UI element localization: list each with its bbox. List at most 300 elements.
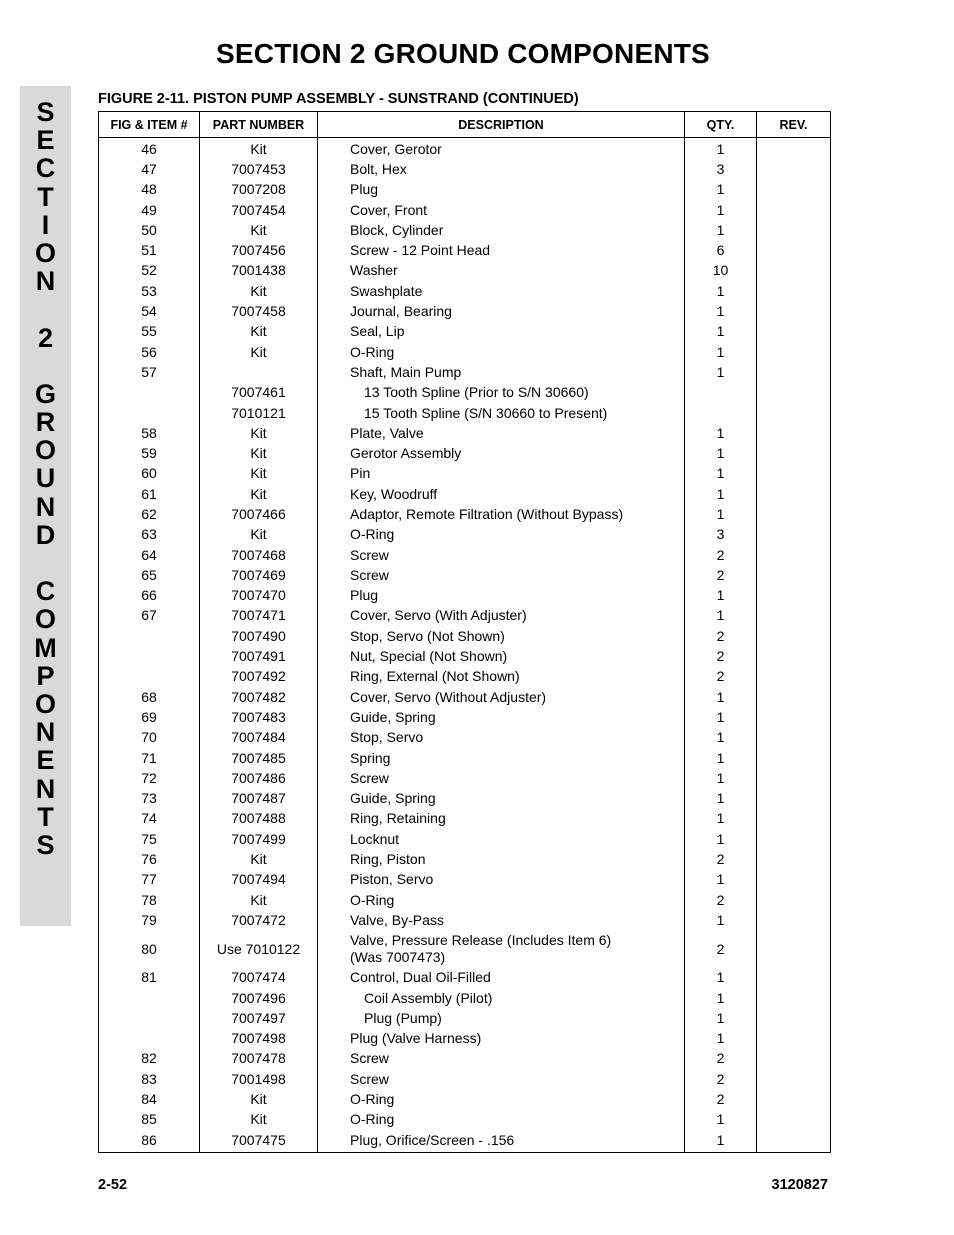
- cell-description: Plate, Valve: [318, 423, 685, 443]
- cell-fig-item: 65: [99, 565, 200, 585]
- section-side-tab: [20, 86, 71, 926]
- cell-part-number: Kit: [200, 890, 318, 910]
- cell-fig-item: 47: [99, 159, 200, 179]
- cell-qty: 1: [685, 829, 757, 849]
- cell-part-number: Kit: [200, 1110, 318, 1130]
- table-row: [99, 1130, 831, 1153]
- cell-part-number: 7007471: [200, 606, 318, 626]
- cell-fig-item: 75: [99, 829, 200, 849]
- cell-qty: 2: [685, 849, 757, 869]
- cell-description: O-Ring: [318, 342, 685, 362]
- table-row: [99, 138, 831, 160]
- cell-rev: [757, 910, 831, 930]
- cell-fig-item: 63: [99, 525, 200, 545]
- side-tab-letters: [20, 98, 71, 859]
- cell-part-number: Use 7010122: [200, 931, 318, 968]
- table-row: [99, 464, 831, 484]
- cell-rev: [757, 504, 831, 524]
- cell-part-number: 7007456: [200, 240, 318, 260]
- side-tab-letter: D: [35, 519, 56, 550]
- cell-rev: [757, 849, 831, 869]
- cell-part-number: 7007483: [200, 707, 318, 727]
- cell-qty: 1: [685, 789, 757, 809]
- cell-qty: [685, 383, 757, 403]
- table-row: [99, 667, 831, 687]
- cell-fig-item: 60: [99, 464, 200, 484]
- parts-table: [98, 111, 831, 1153]
- cell-description: Plug (Pump): [318, 1008, 685, 1028]
- table-row: [99, 968, 831, 988]
- side-tab-letter: 2: [37, 322, 54, 353]
- side-tab-letter: T: [37, 801, 54, 832]
- cell-fig-item: 67: [99, 606, 200, 626]
- side-tab-letter: S: [36, 97, 55, 127]
- cell-qty: 2: [685, 890, 757, 910]
- cell-part-number: 7007454: [200, 200, 318, 220]
- section-title: SECTION 2 GROUND COMPONENTS: [216, 38, 710, 69]
- cell-part-number: Kit: [200, 525, 318, 545]
- cell-description: O-Ring: [318, 525, 685, 545]
- cell-fig-item: [99, 1008, 200, 1028]
- cell-qty: 1: [685, 707, 757, 727]
- table-row: [99, 768, 831, 788]
- header-part-number: PART NUMBER: [200, 112, 318, 138]
- cell-description: 13 Tooth Spline (Prior to S/N 30660): [318, 383, 685, 403]
- cell-rev: [757, 1069, 831, 1089]
- cell-part-number: 7001438: [200, 261, 318, 281]
- cell-rev: [757, 988, 831, 1008]
- cell-qty: 2: [685, 931, 757, 968]
- cell-part-number: Kit: [200, 281, 318, 301]
- table-row: [99, 707, 831, 727]
- cell-fig-item: [99, 667, 200, 687]
- cell-qty: 2: [685, 1089, 757, 1109]
- table-row: [99, 159, 831, 179]
- side-tab-letter: U: [35, 463, 56, 494]
- table-row: [99, 322, 831, 342]
- cell-qty: 1: [685, 728, 757, 748]
- table-row: [99, 931, 831, 968]
- cell-qty: 1: [685, 180, 757, 200]
- cell-fig-item: 49: [99, 200, 200, 220]
- side-tab-letter: C: [35, 153, 56, 184]
- cell-description: Screw - 12 Point Head: [318, 240, 685, 260]
- table-row: [99, 870, 831, 890]
- cell-rev: [757, 728, 831, 748]
- cell-description: Valve, By-Pass: [318, 910, 685, 930]
- cell-part-number: 7007484: [200, 728, 318, 748]
- table-row: [99, 626, 831, 646]
- cell-rev: [757, 586, 831, 606]
- cell-qty: 1: [685, 687, 757, 707]
- cell-part-number: 7007492: [200, 667, 318, 687]
- cell-fig-item: 57: [99, 362, 200, 382]
- side-tab-letter: O: [34, 435, 56, 466]
- side-tab-letter: S: [36, 829, 55, 860]
- cell-qty: 1: [685, 464, 757, 484]
- cell-part-number: 7010121: [200, 403, 318, 423]
- table-row: [99, 646, 831, 666]
- cell-qty: 1: [685, 504, 757, 524]
- cell-description: Valve, Pressure Release (Includes Item 6) (Was 7007473): [318, 931, 685, 968]
- table-row: [99, 443, 831, 463]
- cell-description: Seal, Lip: [318, 322, 685, 342]
- document-number: 3120827: [771, 1177, 828, 1193]
- table-row: [99, 988, 831, 1008]
- cell-part-number: 7007488: [200, 809, 318, 829]
- cell-qty: 1: [685, 138, 757, 160]
- cell-fig-item: 46: [99, 138, 200, 160]
- side-tab-letter: N: [35, 717, 56, 748]
- cell-part-number: Kit: [200, 322, 318, 342]
- cell-part-number: 7007472: [200, 910, 318, 930]
- cell-fig-item: 51: [99, 240, 200, 260]
- cell-part-number: 7007466: [200, 504, 318, 524]
- cell-description: Pin: [318, 464, 685, 484]
- cell-description: Swashplate: [318, 281, 685, 301]
- table-row: [99, 1089, 831, 1109]
- table-row: [99, 180, 831, 200]
- table-row: [99, 484, 831, 504]
- cell-description: Screw: [318, 565, 685, 585]
- cell-part-number: Kit: [200, 849, 318, 869]
- cell-qty: 3: [685, 525, 757, 545]
- side-tab-letter: M: [34, 632, 57, 663]
- cell-qty: 1: [685, 809, 757, 829]
- cell-rev: [757, 687, 831, 707]
- table-row: [99, 504, 831, 524]
- table-row: [99, 748, 831, 768]
- cell-description: Guide, Spring: [318, 789, 685, 809]
- cell-fig-item: 54: [99, 301, 200, 321]
- cell-description: Coil Assembly (Pilot): [318, 988, 685, 1008]
- cell-qty: [685, 403, 757, 423]
- cell-rev: [757, 403, 831, 423]
- cell-fig-item: 71: [99, 748, 200, 768]
- cell-rev: [757, 1049, 831, 1069]
- cell-fig-item: 74: [99, 809, 200, 829]
- cell-description: Locknut: [318, 829, 685, 849]
- cell-rev: [757, 240, 831, 260]
- side-tab-letter: C: [35, 576, 56, 607]
- cell-qty: 2: [685, 667, 757, 687]
- cell-rev: [757, 525, 831, 545]
- cell-rev: [757, 545, 831, 565]
- table-row: [99, 809, 831, 829]
- cell-rev: [757, 281, 831, 301]
- cell-fig-item: 69: [99, 707, 200, 727]
- cell-rev: [757, 1028, 831, 1048]
- cell-part-number: Kit: [200, 1089, 318, 1109]
- table-row: [99, 890, 831, 910]
- cell-description: Bolt, Hex: [318, 159, 685, 179]
- cell-part-number: Kit: [200, 443, 318, 463]
- side-tab-letter: O: [34, 688, 56, 719]
- cell-description: Washer: [318, 261, 685, 281]
- cell-fig-item: [99, 1028, 200, 1048]
- cell-qty: 1: [685, 301, 757, 321]
- table-row: [99, 910, 831, 930]
- cell-rev: [757, 362, 831, 382]
- cell-part-number: 7007496: [200, 988, 318, 1008]
- table-row: [99, 1069, 831, 1089]
- cell-part-number: Kit: [200, 220, 318, 240]
- cell-qty: 1: [685, 200, 757, 220]
- cell-rev: [757, 159, 831, 179]
- cell-part-number: 7007474: [200, 968, 318, 988]
- cell-rev: [757, 301, 831, 321]
- cell-part-number: 7007469: [200, 565, 318, 585]
- cell-fig-item: 73: [99, 789, 200, 809]
- cell-rev: [757, 138, 831, 160]
- cell-rev: [757, 1110, 831, 1130]
- cell-part-number: 7001498: [200, 1069, 318, 1089]
- cell-part-number: 7007497: [200, 1008, 318, 1028]
- cell-fig-item: 82: [99, 1049, 200, 1069]
- cell-fig-item: [99, 988, 200, 1008]
- cell-description: Screw: [318, 1049, 685, 1069]
- cell-fig-item: 52: [99, 261, 200, 281]
- cell-qty: 1: [685, 281, 757, 301]
- cell-description: Guide, Spring: [318, 707, 685, 727]
- cell-rev: [757, 606, 831, 626]
- cell-description: 15 Tooth Spline (S/N 30660 to Present): [318, 403, 685, 423]
- cell-fig-item: 79: [99, 910, 200, 930]
- cell-fig-item: 80: [99, 931, 200, 968]
- cell-description: Journal, Bearing: [318, 301, 685, 321]
- cell-rev: [757, 809, 831, 829]
- cell-description: Plug, Orifice/Screen - .156: [318, 1130, 685, 1153]
- table-row: [99, 383, 831, 403]
- cell-part-number: 7007461: [200, 383, 318, 403]
- table-row: [99, 606, 831, 626]
- cell-rev: [757, 1089, 831, 1109]
- cell-qty: 1: [685, 968, 757, 988]
- table-row: [99, 281, 831, 301]
- cell-rev: [757, 626, 831, 646]
- cell-rev: [757, 931, 831, 968]
- cell-description: Cover, Gerotor: [318, 138, 685, 160]
- table-row: [99, 586, 831, 606]
- header-rev: REV.: [757, 112, 831, 138]
- cell-fig-item: 72: [99, 768, 200, 788]
- cell-rev: [757, 968, 831, 988]
- cell-description: O-Ring: [318, 1110, 685, 1130]
- cell-description: Cover, Servo (Without Adjuster): [318, 687, 685, 707]
- table-row: [99, 200, 831, 220]
- side-tab-letter: [20, 549, 71, 577]
- cell-qty: 1: [685, 988, 757, 1008]
- side-tab-letter: O: [34, 237, 56, 268]
- cell-rev: [757, 1130, 831, 1153]
- cell-fig-item: [99, 383, 200, 403]
- cell-description: Plug (Valve Harness): [318, 1028, 685, 1048]
- cell-fig-item: 66: [99, 586, 200, 606]
- cell-qty: 10: [685, 261, 757, 281]
- cell-qty: 3: [685, 159, 757, 179]
- cell-part-number: 7007487: [200, 789, 318, 809]
- cell-description: Ring, External (Not Shown): [318, 667, 685, 687]
- cell-part-number: 7007486: [200, 768, 318, 788]
- side-tab-letter: R: [35, 407, 56, 438]
- cell-fig-item: 84: [99, 1089, 200, 1109]
- cell-qty: 2: [685, 626, 757, 646]
- cell-fig-item: 64: [99, 545, 200, 565]
- cell-fig-item: 86: [99, 1130, 200, 1153]
- cell-qty: 1: [685, 870, 757, 890]
- cell-fig-item: 77: [99, 870, 200, 890]
- cell-rev: [757, 870, 831, 890]
- cell-qty: 1: [685, 423, 757, 443]
- cell-part-number: 7007498: [200, 1028, 318, 1048]
- cell-description: Spring: [318, 748, 685, 768]
- cell-qty: 1: [685, 1130, 757, 1153]
- cell-qty: 1: [685, 1028, 757, 1048]
- cell-fig-item: 53: [99, 281, 200, 301]
- cell-part-number: [200, 362, 318, 382]
- cell-part-number: 7007458: [200, 301, 318, 321]
- cell-rev: [757, 180, 831, 200]
- cell-qty: 1: [685, 768, 757, 788]
- cell-description: Ring, Piston: [318, 849, 685, 869]
- cell-description: Stop, Servo: [318, 728, 685, 748]
- cell-description: Screw: [318, 768, 685, 788]
- cell-part-number: Kit: [200, 484, 318, 504]
- header-qty: QTY.: [685, 112, 757, 138]
- cell-part-number: 7007475: [200, 1130, 318, 1153]
- side-tab-letter: N: [35, 773, 56, 804]
- table-row: [99, 849, 831, 869]
- cell-part-number: 7007208: [200, 180, 318, 200]
- cell-description: Cover, Front: [318, 200, 685, 220]
- cell-part-number: 7007490: [200, 626, 318, 646]
- cell-fig-item: 78: [99, 890, 200, 910]
- side-tab-letter: [20, 295, 71, 323]
- cell-qty: 1: [685, 220, 757, 240]
- cell-rev: [757, 829, 831, 849]
- cell-fig-item: [99, 646, 200, 666]
- cell-part-number: 7007482: [200, 687, 318, 707]
- cell-description: Screw: [318, 1069, 685, 1089]
- cell-rev: [757, 565, 831, 585]
- cell-qty: 2: [685, 646, 757, 666]
- cell-rev: [757, 322, 831, 342]
- header-description: DESCRIPTION: [318, 112, 685, 138]
- cell-fig-item: 70: [99, 728, 200, 748]
- cell-rev: [757, 484, 831, 504]
- table-row: [99, 565, 831, 585]
- side-tab-letter: [20, 352, 71, 380]
- side-tab-letter: O: [34, 604, 56, 635]
- cell-rev: [757, 342, 831, 362]
- cell-qty: 2: [685, 565, 757, 585]
- cell-description: Ring, Retaining: [318, 809, 685, 829]
- table-row: [99, 261, 831, 281]
- cell-rev: [757, 748, 831, 768]
- table-row: [99, 240, 831, 260]
- cell-description: Cover, Servo (With Adjuster): [318, 606, 685, 626]
- cell-part-number: Kit: [200, 464, 318, 484]
- cell-fig-item: 58: [99, 423, 200, 443]
- side-tab-letter: G: [34, 378, 56, 409]
- cell-rev: [757, 200, 831, 220]
- table-row: [99, 342, 831, 362]
- cell-rev: [757, 646, 831, 666]
- cell-fig-item: 56: [99, 342, 200, 362]
- cell-qty: 2: [685, 545, 757, 565]
- table-row: [99, 220, 831, 240]
- cell-qty: 2: [685, 1049, 757, 1069]
- table-row: [99, 1028, 831, 1048]
- cell-qty: 1: [685, 342, 757, 362]
- table-row: [99, 829, 831, 849]
- cell-description: Stop, Servo (Not Shown): [318, 626, 685, 646]
- cell-description: Screw: [318, 545, 685, 565]
- cell-rev: [757, 383, 831, 403]
- cell-rev: [757, 220, 831, 240]
- cell-fig-item: [99, 403, 200, 423]
- cell-part-number: 7007491: [200, 646, 318, 666]
- cell-rev: [757, 890, 831, 910]
- table-row: [99, 1008, 831, 1028]
- cell-description: Shaft, Main Pump: [318, 362, 685, 382]
- page-number: 2-52: [98, 1177, 128, 1193]
- header-fig-item: FIG & ITEM #: [99, 112, 200, 138]
- cell-qty: 6: [685, 240, 757, 260]
- side-tab-letter: P: [36, 660, 55, 691]
- table-row: [99, 789, 831, 809]
- table-row: [99, 423, 831, 443]
- cell-qty: 1: [685, 606, 757, 626]
- side-tab-letter: T: [37, 181, 54, 212]
- cell-fig-item: 55: [99, 322, 200, 342]
- table-row: [99, 545, 831, 565]
- cell-description: Nut, Special (Not Shown): [318, 646, 685, 666]
- cell-rev: [757, 464, 831, 484]
- cell-fig-item: 68: [99, 687, 200, 707]
- cell-rev: [757, 261, 831, 281]
- cell-fig-item: [99, 626, 200, 646]
- cell-description: Gerotor Assembly: [318, 443, 685, 463]
- cell-part-number: Kit: [200, 138, 318, 160]
- cell-fig-item: 48: [99, 180, 200, 200]
- cell-fig-item: 76: [99, 849, 200, 869]
- cell-rev: [757, 443, 831, 463]
- table-row: [99, 1110, 831, 1130]
- cell-part-number: 7007468: [200, 545, 318, 565]
- side-tab-letter: N: [35, 266, 56, 297]
- cell-fig-item: 83: [99, 1069, 200, 1089]
- table-row: [99, 687, 831, 707]
- cell-qty: 1: [685, 484, 757, 504]
- cell-fig-item: 50: [99, 220, 200, 240]
- cell-description: Control, Dual Oil-Filled: [318, 968, 685, 988]
- side-tab-letter: I: [41, 209, 50, 240]
- cell-qty: 1: [685, 443, 757, 463]
- cell-rev: [757, 768, 831, 788]
- side-tab-letter: N: [35, 491, 56, 522]
- table-row: [99, 403, 831, 423]
- cell-rev: [757, 707, 831, 727]
- cell-part-number: Kit: [200, 423, 318, 443]
- cell-description: Block, Cylinder: [318, 220, 685, 240]
- cell-description: O-Ring: [318, 890, 685, 910]
- table-row: [99, 362, 831, 382]
- cell-qty: 1: [685, 910, 757, 930]
- cell-qty: 1: [685, 1110, 757, 1130]
- cell-qty: 1: [685, 748, 757, 768]
- cell-qty: 1: [685, 586, 757, 606]
